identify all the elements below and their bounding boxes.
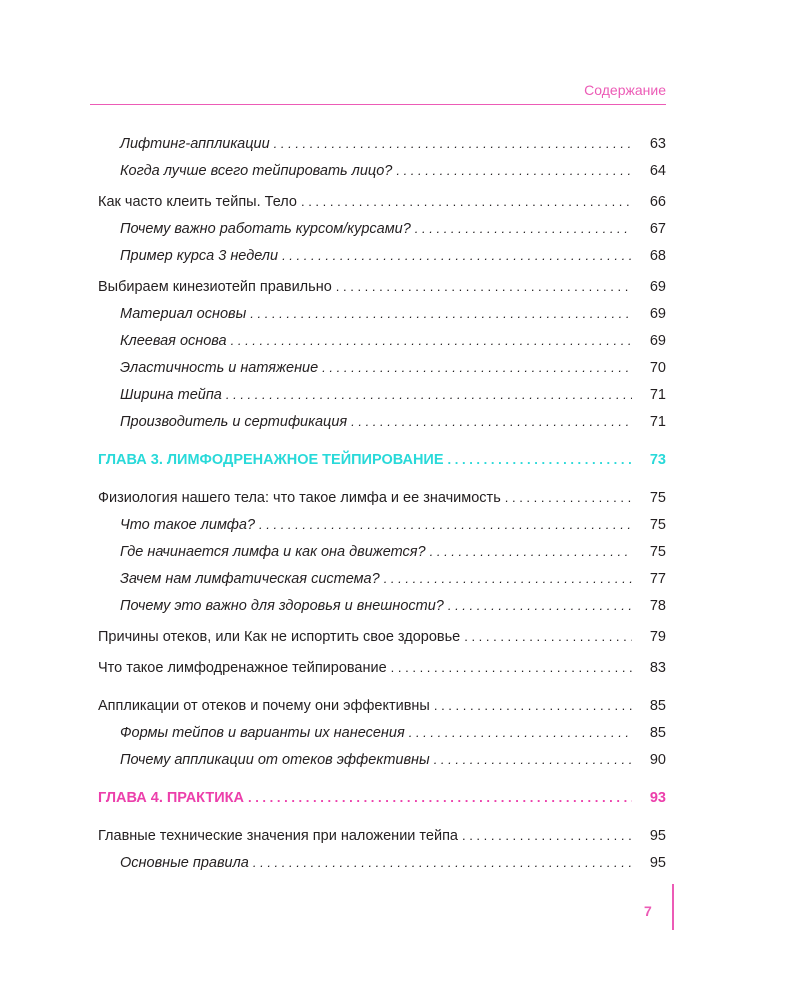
- running-head: [90, 78, 666, 105]
- toc-entry[interactable]: [98, 592, 666, 619]
- table-of-contents: [98, 130, 666, 876]
- toc-entry[interactable]: [98, 654, 666, 681]
- toc-entry-page: 85: [649, 725, 666, 741]
- dot-leader: [464, 623, 632, 650]
- dot-leader: [226, 381, 632, 408]
- toc-entry-page: 69: [649, 333, 666, 349]
- toc-entry[interactable]: [98, 719, 666, 746]
- dot-leader: [396, 157, 632, 184]
- toc-entry-label: Где начинается лимфа и как она движется?: [120, 544, 426, 560]
- toc-entry[interactable]: [98, 623, 666, 650]
- toc-entry-page: 68: [649, 248, 666, 264]
- toc-entry[interactable]: [98, 381, 666, 408]
- dot-leader: [434, 746, 632, 773]
- toc-entry[interactable]: [98, 327, 666, 354]
- toc-entry[interactable]: [98, 538, 666, 565]
- dot-leader: [384, 565, 632, 592]
- toc-entry-label: Клеевая основа: [120, 333, 227, 349]
- toc-chapter-page: 73: [649, 452, 666, 468]
- dot-leader: [448, 592, 632, 619]
- toc-entry-page: 83: [649, 660, 666, 676]
- dot-leader: [409, 719, 632, 746]
- dot-leader: [505, 484, 632, 511]
- dot-leader: [391, 654, 632, 681]
- toc-entry[interactable]: [98, 130, 666, 157]
- dot-leader: [250, 300, 632, 327]
- page-number-rule: [672, 884, 674, 930]
- dot-leader: [301, 188, 632, 215]
- dot-leader: [351, 408, 632, 435]
- toc-entry[interactable]: [98, 849, 666, 876]
- toc-chapter-page: 93: [649, 790, 666, 806]
- dot-leader: [231, 327, 632, 354]
- toc-entry-label: Выбираем кинезиотейп правильно: [98, 279, 332, 295]
- toc-entry[interactable]: [98, 822, 666, 849]
- toc-entry[interactable]: [98, 273, 666, 300]
- toc-entry-label: Основные правила: [120, 855, 249, 871]
- toc-entry-label: Ширина тейпа: [120, 387, 222, 403]
- dot-leader: [274, 130, 632, 157]
- dot-leader: [430, 538, 632, 565]
- dot-leader: [448, 446, 632, 473]
- toc-entry-page: 75: [649, 517, 666, 533]
- dot-leader: [415, 215, 632, 242]
- toc-entry-label: Физиология нашего тела: что такое лимфа и ее значимость: [98, 490, 501, 506]
- toc-entry-page: 85: [649, 698, 666, 714]
- toc-entry-label: Почему аппликации от отеков эффективны: [120, 752, 430, 768]
- toc-entry[interactable]: [98, 242, 666, 269]
- running-head-title: Содержание: [584, 82, 666, 98]
- dot-leader: [259, 511, 632, 538]
- toc-entry-page: 75: [649, 490, 666, 506]
- toc-entry-label: Почему важно работать курсом/курсами?: [120, 221, 411, 237]
- toc-entry[interactable]: [98, 354, 666, 381]
- toc-entry[interactable]: [98, 692, 666, 719]
- toc-entry-page: 90: [649, 752, 666, 768]
- toc-entry-label: Производитель и сертификация: [120, 414, 348, 430]
- toc-entry[interactable]: [98, 300, 666, 327]
- toc-entry-page: 67: [649, 221, 666, 237]
- toc-entry[interactable]: [98, 484, 666, 511]
- toc-entry-page: 66: [649, 194, 666, 210]
- dot-leader: [336, 273, 632, 300]
- dot-leader: [462, 822, 632, 849]
- page-number: 7: [644, 903, 652, 919]
- toc-entry[interactable]: [98, 565, 666, 592]
- toc-entry-page: 78: [649, 598, 666, 614]
- toc-entry[interactable]: [98, 157, 666, 184]
- toc-chapter-label: ГЛАВА 4. ПРАКТИКА: [98, 790, 244, 806]
- dot-leader: [253, 849, 632, 876]
- toc-entry-label: Эластичность и натяжение: [120, 360, 319, 376]
- toc-entry-label: Когда лучше всего тейпировать лицо?: [120, 163, 393, 179]
- toc-entry-label: Пример курса 3 недели: [120, 248, 279, 264]
- toc-entry-page: 95: [649, 855, 666, 871]
- toc-entry-label: Почему это важно для здоровья и внешности?: [120, 598, 444, 614]
- toc-entry-label: Зачем нам лимфатическая система?: [120, 571, 380, 587]
- toc-chapter-4[interactable]: [98, 784, 666, 811]
- dot-leader: [282, 242, 632, 269]
- toc-entry-page: 77: [649, 571, 666, 587]
- toc-entry-page: 75: [649, 544, 666, 560]
- toc-entry-label: Аппликации от отеков и почему они эффективны: [98, 698, 430, 714]
- toc-entry-page: 71: [649, 414, 666, 430]
- toc-entry[interactable]: [98, 746, 666, 773]
- toc-entry-label: Что такое лимфа?: [120, 517, 256, 533]
- dot-leader: [322, 354, 632, 381]
- toc-entry[interactable]: [98, 188, 666, 215]
- toc-chapter-3[interactable]: [98, 446, 666, 473]
- toc-entry[interactable]: [98, 511, 666, 538]
- dot-leader: [434, 692, 632, 719]
- toc-entry-page: 63: [649, 136, 666, 152]
- toc-entry-label: Лифтинг-аппликации: [120, 136, 270, 152]
- toc-entry-page: 95: [649, 828, 666, 844]
- toc-entry[interactable]: [98, 215, 666, 242]
- toc-entry-label: Главные технические значения при наложении тейпа: [98, 828, 458, 844]
- toc-entry-page: 69: [649, 306, 666, 322]
- toc-entry-label: Причины отеков, или Как не испортить свое здоровье: [98, 629, 461, 645]
- toc-entry-label: Что такое лимфодренажное тейпирование: [98, 660, 387, 676]
- toc-entry-page: 71: [649, 387, 666, 403]
- toc-entry-label: Материал основы: [120, 306, 247, 322]
- toc-entry-page: 70: [649, 360, 666, 376]
- toc-entry-page: 69: [649, 279, 666, 295]
- dot-leader: [248, 784, 632, 811]
- toc-entry-label: Формы тейпов и варианты их нанесения: [120, 725, 405, 741]
- toc-entry[interactable]: [98, 408, 666, 435]
- toc-chapter-label: ГЛАВА 3. ЛИМФОДРЕНАЖНОЕ ТЕЙПИРОВАНИЕ: [98, 452, 444, 468]
- toc-entry-label: Как часто клеить тейпы. Тело: [98, 194, 297, 210]
- toc-entry-page: 64: [649, 163, 666, 179]
- toc-entry-page: 79: [649, 629, 666, 645]
